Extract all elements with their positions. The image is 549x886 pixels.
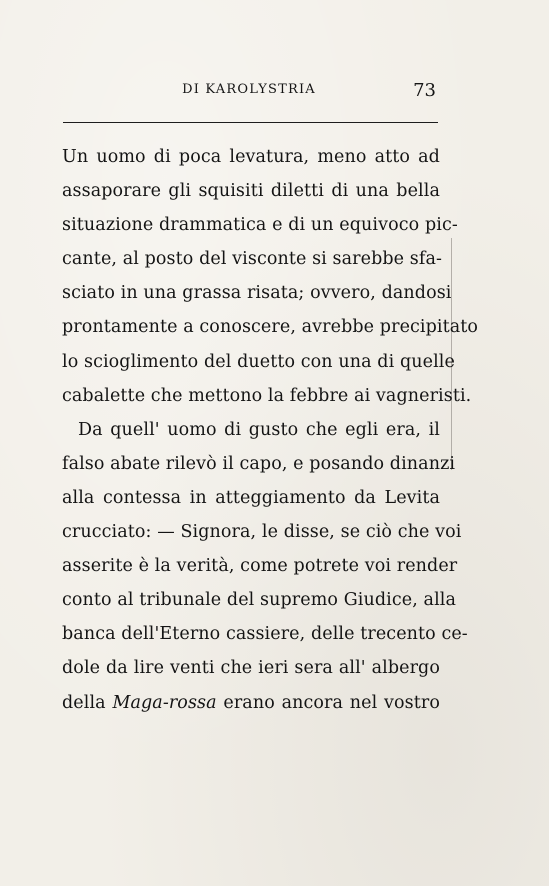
running-title: DI KAROLYSTRIA <box>182 82 316 97</box>
text-line: sciato in una grassa risata; ovvero, dandosi <box>62 283 452 304</box>
text-line: prontamente a conoscere, avrebbe precipitato <box>62 317 479 338</box>
text-line: crucciato: — Signora, le disse, se ciò che voi <box>62 522 462 543</box>
body-text <box>62 144 479 724</box>
text-line: banca dell'Eterno cassiere, delle trecento ce- <box>62 624 468 645</box>
header-rule <box>63 122 438 123</box>
italic-title: Maga-rossa <box>112 692 217 713</box>
page-number: 73 <box>413 80 436 101</box>
text-line: falso abate rilevò il capo, e posando dinanzi <box>62 453 456 474</box>
text-segment: della <box>62 692 113 713</box>
text-segment: erano ancora nel vostro <box>216 692 440 713</box>
text-line: lo scioglimento del duetto con una di quelle <box>62 351 455 372</box>
running-head <box>62 80 436 100</box>
text-line <box>62 690 440 724</box>
text-line: Da quell' uomo di gusto che egli era, il <box>78 419 440 440</box>
text-line: cabalette che mettono la febbre ai vagneristi. <box>62 385 472 406</box>
text-line: dole da lire venti che ieri sera all' albergo <box>62 658 440 679</box>
text-line: Un uomo di poca levatura, meno atto ad <box>62 147 440 167</box>
text-line: situazione drammatica e di un equivoco pic- <box>62 215 458 236</box>
text-line: assaporare gli squisiti diletti di una bella <box>62 181 440 202</box>
text-line: alla contessa in atteggiamento da Levita <box>62 487 440 508</box>
text-line: asserite è la verità, come potrete voi render <box>62 556 458 577</box>
text-line: conto al tribunale del supremo Giudice, alla <box>62 590 456 611</box>
text-line: cante, al posto del visconte si sarebbe sfa- <box>62 249 443 270</box>
